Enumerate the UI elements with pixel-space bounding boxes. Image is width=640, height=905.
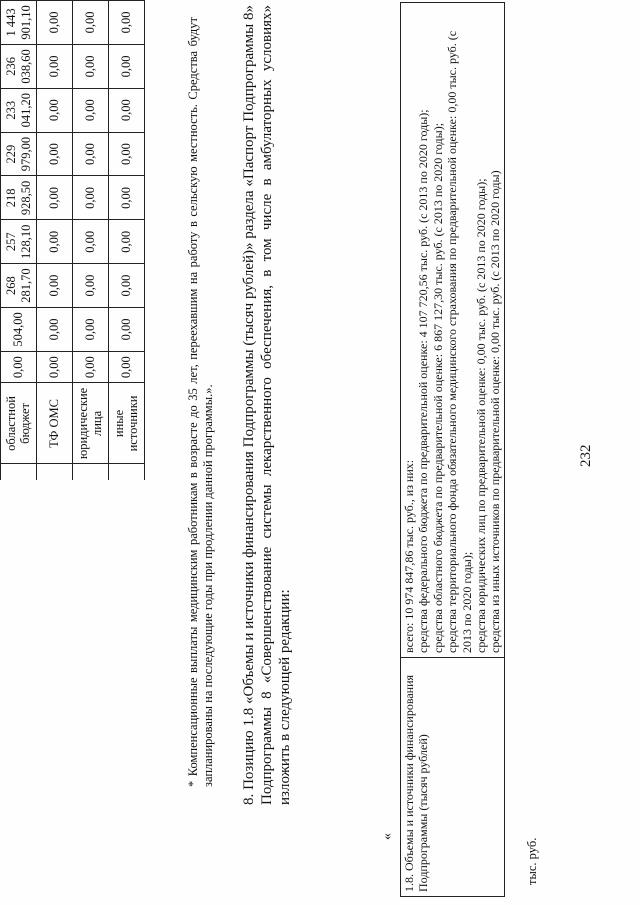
value-cell: 0,00 [109, 44, 145, 88]
row-label: юридические лица [73, 383, 109, 464]
value-cell: 0,00 [37, 351, 73, 383]
value-cell: 218 928,50 [1, 176, 37, 220]
value-cell: 0,00 [37, 1, 73, 45]
table-row [73, 1, 109, 481]
value-cell: 0,00 [73, 132, 109, 176]
value-cell: 0,00 [109, 1, 145, 45]
empty-cell [73, 464, 109, 480]
value-cell: 257 128,10 [1, 220, 37, 264]
value-cell: 0,00 [37, 176, 73, 220]
value-cell: 0,00 [37, 308, 73, 352]
empty-cell [109, 464, 145, 480]
table-row [1, 1, 37, 481]
unit-note: тыс. руб. [525, 837, 539, 885]
row-label: областной бюджет [1, 383, 37, 464]
paragraph-amendment: 8. Позицию 1.8 «Объемы и источники финансирования Подпрограммы (тысяч рублей)» раздела «Паспорт Подпрограммы 8» Подпрограммы 8 «Совершенствование системы лекарственного обеспечения, в том числе в амбулаторных условиях» изложить в следующей редакции: [241, 5, 293, 805]
funding-line: средства из иных источников по предварительной оценке: 0,00 тыс. руб. (с 2013 по 2020 годы) [488, 170, 503, 653]
value-cell: 0,00 [73, 264, 109, 308]
table-row [37, 1, 73, 481]
footnote: * Компенсационные выплаты медицинским работникам в возрасте до 35 лет, переехавшим на работу в сельскую местность. Средства будут запланированы на последующие годы при продлении данной программы.». [186, 17, 215, 787]
value-cell: 0,00 [109, 132, 145, 176]
value-cell: 0,00 [73, 1, 109, 45]
value-cell: 233 041,20 [1, 88, 37, 132]
value-cell: 0,00 [73, 220, 109, 264]
value-cell: 0,00 [37, 264, 73, 308]
funding-line: средства областного бюджета по предварительной оценке: 6 867 127,30 тыс. руб. (с 2013 по 2020 годы); [430, 122, 445, 653]
value-cell: 0,00 [73, 308, 109, 352]
value-cell: 0,00 [37, 44, 73, 88]
value-cell: 0,00 [37, 132, 73, 176]
funding-line: средства юридических лиц по предварительной оценке: 0,00 тыс. руб. (с 2013 по 2020 годы); [473, 178, 488, 653]
value-cell: 229 979,00 [1, 132, 37, 176]
value-cell: 0,00 [1, 351, 37, 383]
value-cell: 0,00 [109, 351, 145, 383]
empty-cell [37, 464, 73, 480]
value-cell: 0,00 [73, 176, 109, 220]
value-cell: 0,00 [37, 88, 73, 132]
value-cell: 0,00 [37, 220, 73, 264]
value-cell: 0,00 [109, 220, 145, 264]
funding-line: всего: 10 974 847,86 тыс. руб., из них: [402, 459, 416, 653]
value-cell: 0,00 [109, 88, 145, 132]
position-label: 1.8. Объемы и источники финансирования Подпрограммы (тысяч рублей) [401, 658, 505, 897]
value-cell: 0,00 [73, 44, 109, 88]
funding-line: средства федерального бюджета по предварительной оценке: 4 107 720,56 тыс. руб. (с 2013 по 2020 годы); [416, 109, 431, 653]
value-cell: 0,00 [109, 176, 145, 220]
value-cell: 0,00 [109, 264, 145, 308]
value-cell: 236 038,60 [1, 44, 37, 88]
empty-cell [1, 464, 37, 480]
row-label: ТФ ОМС [37, 383, 73, 464]
value-cell: 0,00 [109, 308, 145, 352]
open-quote: « [380, 833, 395, 840]
value-cell: 268 281,70 [1, 264, 37, 308]
row-label: иные источники [109, 383, 145, 464]
page-number: 232 [578, 444, 594, 467]
table-row [401, 3, 505, 897]
table-row [109, 1, 145, 481]
value-cell: 504,00 [1, 308, 37, 352]
position-content [401, 3, 505, 658]
funding-table [0, 0, 145, 480]
passport-table [400, 2, 505, 897]
value-cell: 1 443 901,10 [1, 1, 37, 45]
value-cell: 0,00 [73, 88, 109, 132]
value-cell: 0,00 [73, 351, 109, 383]
funding-line: средства территориального фонда обязательного медицинского страхования по предварительной оценке: 0,00 тыс. руб. (с 2013 по 2020 годы); [445, 30, 474, 653]
